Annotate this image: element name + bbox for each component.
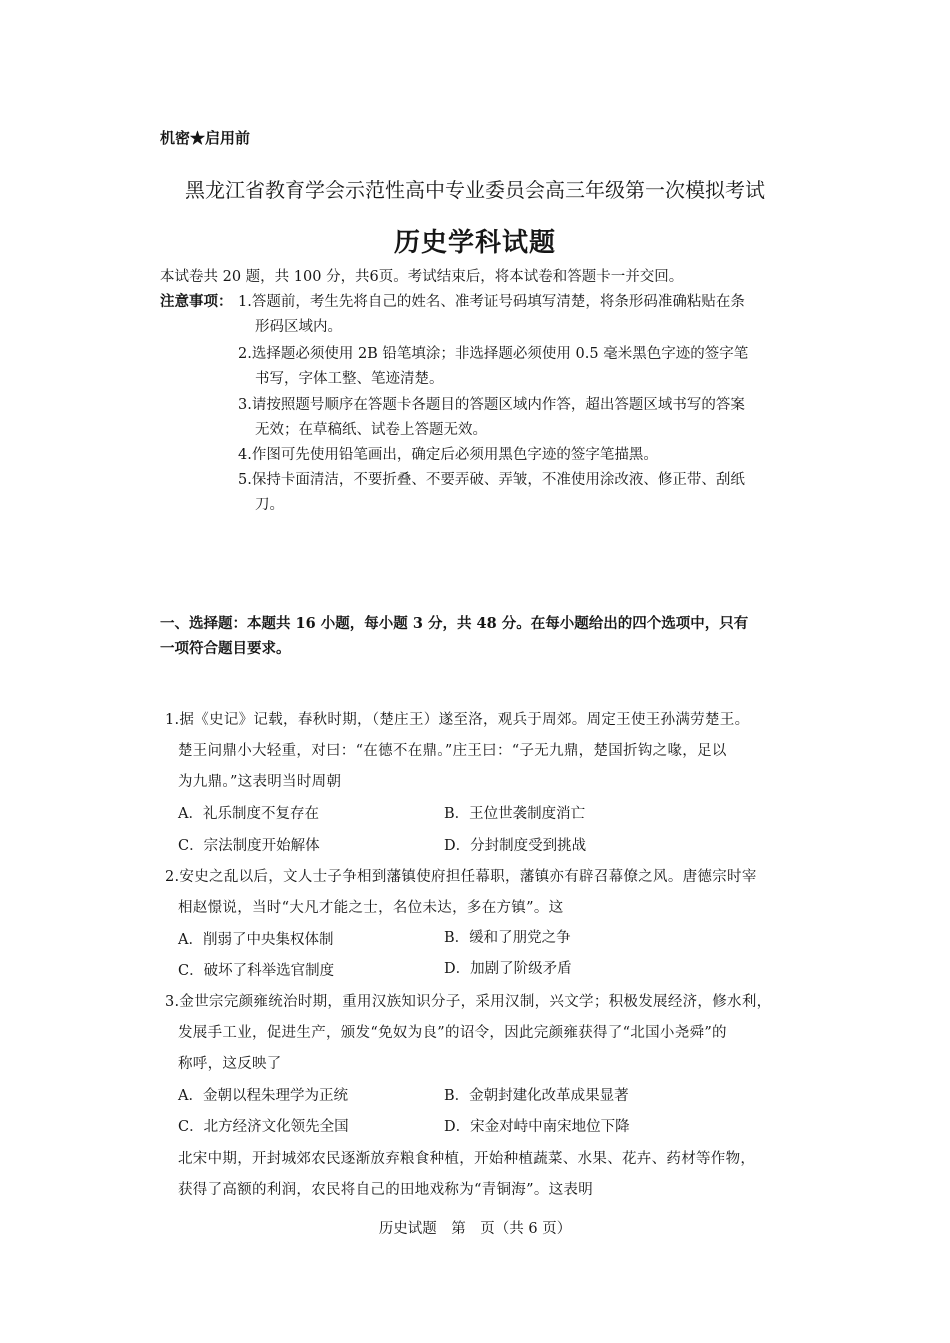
section-title: 一、选择题：本题共 16 小题，每小题 3 分，共 48 分。在每小题给出的四个选项中，只有	[160, 615, 749, 632]
notice-line: 4.作图可先使用铅笔画出，确定后必须用黑色字迹的签字笔描黑。	[238, 447, 658, 463]
option-d: D．分封制度受到挑战	[444, 838, 587, 854]
option-b: B．王位世袭制度消亡	[444, 806, 586, 822]
notice-heading: 注意事项：	[160, 293, 233, 310]
notice-line: 2.选择题必须使用 2B 铅笔填涂；非选择题必须使用 0.5 毫米黑色字迹的签字笔	[238, 346, 749, 362]
confidential-mark: 机密★启用前	[160, 129, 251, 147]
notice-line: 3.请按照题号顺序在答题卡各题目的答题区域内作答，超出答题区域书写的答案	[238, 397, 745, 413]
notice-line: 1.答题前，考生先将自己的姓名、准考证号码填写清楚，将条形码准确粘贴在条	[238, 294, 745, 310]
notice-line: 无效；在草稿纸、试卷上答题无效。	[255, 422, 487, 438]
exam-title: 黑龙江省教育学会示范性高中专业委员会高三年级第一次模拟考试	[185, 178, 765, 202]
question-text: 楚王问鼎小大轻重，对曰：“在德不在鼎。”庄王曰：“子无九鼎，楚国折钩之喙，足以	[178, 743, 727, 759]
question-text: 相赵憬说，当时“大凡才能之士，名位未达，多在方镇”。这	[178, 900, 564, 916]
notice-line: 5.保持卡面清洁，不要折叠、不要弄破、弄皱，不准使用涂改液、修正带、刮纸	[238, 472, 745, 488]
question-text: 北宋中期，开封城郊农民逐渐放弃粮食种植，开始种植蔬菜、水果、花卉、药材等作物，	[178, 1151, 756, 1167]
option-a: A．金朝以程朱理学为正统	[178, 1088, 348, 1104]
question-text: 3.金世宗完颜雍统治时期，重用汉族知识分子，采用汉制，兴文学；积极发展经济，修水利，	[165, 994, 772, 1010]
notice-line: 书写，字体工整、笔迹清楚。	[255, 371, 444, 387]
exam-intro: 本试卷共 20 题，共 100 分，共6页。考试结束后，将本试卷和答题卡一并交回。	[160, 269, 684, 285]
question-text: 称呼，这反映了	[178, 1056, 282, 1072]
option-c: C．破坏了科举选官制度	[178, 963, 335, 979]
option-d: D．加剧了阶级矛盾	[444, 961, 572, 977]
option-d: D．宋金对峙中南宋地位下降	[444, 1119, 630, 1135]
question-text: 为九鼎。”这表明当时周朝	[178, 774, 342, 790]
option-c: C．宗法制度开始解体	[178, 838, 320, 854]
option-b: B．金朝封建化改革成果显著	[444, 1088, 629, 1104]
option-a: A．礼乐制度不复存在	[178, 806, 319, 822]
question-text: 获得了高额的利润，农民将自己的田地戏称为“青铜海”。这表明	[178, 1182, 594, 1198]
section-title: 一项符合题目要求。	[160, 640, 291, 657]
notice-line: 形码区域内。	[255, 319, 342, 335]
option-b: B．缓和了朋党之争	[444, 930, 571, 946]
option-c: C．北方经济文化领先全国	[178, 1119, 349, 1135]
question-text: 2.安史之乱以后，文人士子争相到藩镇使府担任幕职，藩镇亦有辟召幕僚之风。唐德宗时宰	[165, 869, 757, 885]
question-text: 发展手工业，促进生产，颁发“免奴为良”的诏令，因此完颜雍获得了“北国小尧舜”的	[178, 1025, 727, 1041]
page-footer: 历史试题 第 页（共 6 页）	[378, 1221, 572, 1237]
subject-title: 历史学科试题	[393, 228, 556, 258]
question-text: 1.据《史记》记载，春秋时期，（楚庄王）遂至洛，观兵于周郊。周定王使王孙满劳楚王。	[165, 712, 750, 728]
option-a: A．削弱了中央集权体制	[178, 932, 334, 948]
notice-line: 刀。	[255, 497, 284, 513]
